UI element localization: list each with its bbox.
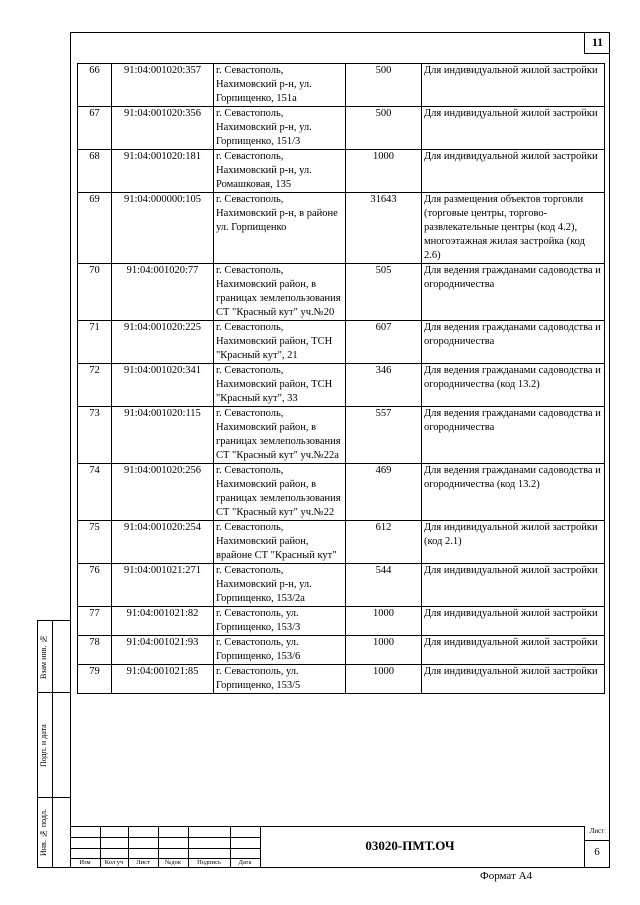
permitted-use: Для индивидуальной жилой застройки xyxy=(422,607,605,636)
table-row xyxy=(78,321,605,364)
row-number: 79 xyxy=(78,665,112,694)
area: 1000 xyxy=(346,150,422,193)
permitted-use: Для индивидуальной жилой застройки xyxy=(422,64,605,107)
table-row xyxy=(78,564,605,607)
cadastral-number: 91:04:000000:105 xyxy=(112,193,214,264)
row-number: 72 xyxy=(78,364,112,407)
cadastral-number: 91:04:001020:356 xyxy=(112,107,214,150)
table-row xyxy=(78,636,605,665)
land-plots-table xyxy=(77,63,605,694)
area: 505 xyxy=(346,264,422,321)
row-number: 73 xyxy=(78,407,112,464)
table-row xyxy=(78,407,605,464)
table-row xyxy=(78,665,605,694)
address: г. Севастополь, Нахимовский р-н, ул. Горпищенко, 153/2а xyxy=(214,564,346,607)
permitted-use: Для размещения объектов торговли (торговые центры, торгово-развлекательные центры (код 4.2), многоэтажная жилая застройка (код 2.6) xyxy=(422,193,605,264)
izm-label: Изм xyxy=(79,859,91,866)
cadastral-number: 91:04:001021:82 xyxy=(112,607,214,636)
permitted-use: Для индивидуальной жилой застройки xyxy=(422,564,605,607)
ndok-label: №док xyxy=(165,859,181,866)
address: г. Севастополь, Нахимовский район, ТСН "Красный кут", 33 xyxy=(214,364,346,407)
cadastral-number: 91:04:001021:271 xyxy=(112,564,214,607)
table-row xyxy=(78,107,605,150)
inv-replace-box xyxy=(38,621,71,693)
row-number: 71 xyxy=(78,321,112,364)
left-sidebar-stamp xyxy=(37,620,70,868)
address: г. Севастополь, Нахимовский район, врайоне СТ "Красный кут" xyxy=(214,521,346,564)
area: 1000 xyxy=(346,607,422,636)
permitted-use: Для индивидуальной жилой застройки xyxy=(422,636,605,665)
inv-orig-label: Инв. № подл. xyxy=(39,809,48,857)
document-id: 03020-ПМТ.ОЧ xyxy=(365,838,455,853)
koluch-label: Кол уч xyxy=(104,859,124,866)
address: г. Севастополь, Нахимовский район, в границах землепользования СТ "Красный кут" уч.№22 xyxy=(214,464,346,521)
table-row xyxy=(78,464,605,521)
row-number: 68 xyxy=(78,150,112,193)
row-number: 67 xyxy=(78,107,112,150)
area: 469 xyxy=(346,464,422,521)
sign-date-box xyxy=(38,693,71,798)
row-number: 70 xyxy=(78,264,112,321)
area: 500 xyxy=(346,107,422,150)
list-label: Лист xyxy=(136,859,150,866)
area: 607 xyxy=(346,321,422,364)
row-number: 77 xyxy=(78,607,112,636)
cadastral-number: 91:04:001020:225 xyxy=(112,321,214,364)
cadastral-number: 91:04:001021:85 xyxy=(112,665,214,694)
row-number: 74 xyxy=(78,464,112,521)
table-row xyxy=(78,607,605,636)
row-number: 69 xyxy=(78,193,112,264)
permitted-use: Для ведения гражданами садоводства и огородничества xyxy=(422,407,605,464)
podpis-label: Подпись xyxy=(197,859,221,866)
inv-orig-box xyxy=(38,798,71,868)
address: г. Севастополь, Нахимовский р-н, ул. Горпищенко, 151/3 xyxy=(214,107,346,150)
cadastral-number: 91:04:001020:254 xyxy=(112,521,214,564)
cadastral-number: 91:04:001020:115 xyxy=(112,407,214,464)
address: г. Севастополь, ул. Горпищенко, 153/3 xyxy=(214,607,346,636)
sheet-label: Лист xyxy=(589,827,605,835)
cadastral-number: 91:04:001021:93 xyxy=(112,636,214,665)
address: г. Севастополь, ул. Горпищенко, 153/5 xyxy=(214,665,346,694)
sheet-number: 6 xyxy=(594,846,600,858)
cadastral-number: 91:04:001020:77 xyxy=(112,264,214,321)
table-row xyxy=(78,364,605,407)
permitted-use: Для ведения гражданами садоводства и огородничества xyxy=(422,321,605,364)
permitted-use: Для индивидуальной жилой застройки xyxy=(422,665,605,694)
address: г. Севастополь, Нахимовский район, ТСН "Красный кут", 21 xyxy=(214,321,346,364)
row-number: 76 xyxy=(78,564,112,607)
area: 31643 xyxy=(346,193,422,264)
permitted-use: Для ведения гражданами садоводства и огородничества xyxy=(422,264,605,321)
address: г. Севастополь, Нахимовский р-н, ул. Ромашковая, 135 xyxy=(214,150,346,193)
permitted-use: Для индивидуальной жилой застройки (код 2.1) xyxy=(422,521,605,564)
address: г. Севастополь, Нахимовский район, в границах землепользования СТ "Красный кут" уч.№20 xyxy=(214,264,346,321)
table-row xyxy=(78,150,605,193)
address: г. Севастополь, Нахимовский р-н, в районе ул. Горпищенко xyxy=(214,193,346,264)
permitted-use: Для ведения гражданами садоводства и огородничества (код 13.2) xyxy=(422,464,605,521)
table-row xyxy=(78,193,605,264)
table-row xyxy=(78,264,605,321)
cadastral-number: 91:04:001020:357 xyxy=(112,64,214,107)
table-row xyxy=(78,521,605,564)
permitted-use: Для индивидуальной жилой застройки xyxy=(422,107,605,150)
area: 346 xyxy=(346,364,422,407)
row-number: 66 xyxy=(78,64,112,107)
paper-format: Формат А4 xyxy=(480,870,533,882)
date-label: Дата xyxy=(238,859,252,866)
address: г. Севастополь, Нахимовский р-н, ул. Горпищенко, 151а xyxy=(214,64,346,107)
sign-date-label: Подп. и дата xyxy=(39,724,48,767)
permitted-use: Для индивидуальной жилой застройки xyxy=(422,150,605,193)
cadastral-number: 91:04:001020:341 xyxy=(112,364,214,407)
area: 1000 xyxy=(346,665,422,694)
inv-replace-label: Взам инв. № xyxy=(39,634,48,680)
page-number: 11 xyxy=(584,32,610,54)
area: 500 xyxy=(346,64,422,107)
area: 612 xyxy=(346,521,422,564)
row-number: 78 xyxy=(78,636,112,665)
area: 1000 xyxy=(346,636,422,665)
area: 557 xyxy=(346,407,422,464)
address: г. Севастополь, Нахимовский район, в границах землепользования СТ "Красный кут" уч.№22а xyxy=(214,407,346,464)
cadastral-number: 91:04:001020:181 xyxy=(112,150,214,193)
row-number: 75 xyxy=(78,521,112,564)
address: г. Севастополь, ул. Горпищенко, 153/6 xyxy=(214,636,346,665)
table-row xyxy=(78,64,605,107)
permitted-use: Для ведения гражданами садоводства и огородничества (код 13.2) xyxy=(422,364,605,407)
area: 544 xyxy=(346,564,422,607)
cadastral-number: 91:04:001020:256 xyxy=(112,464,214,521)
